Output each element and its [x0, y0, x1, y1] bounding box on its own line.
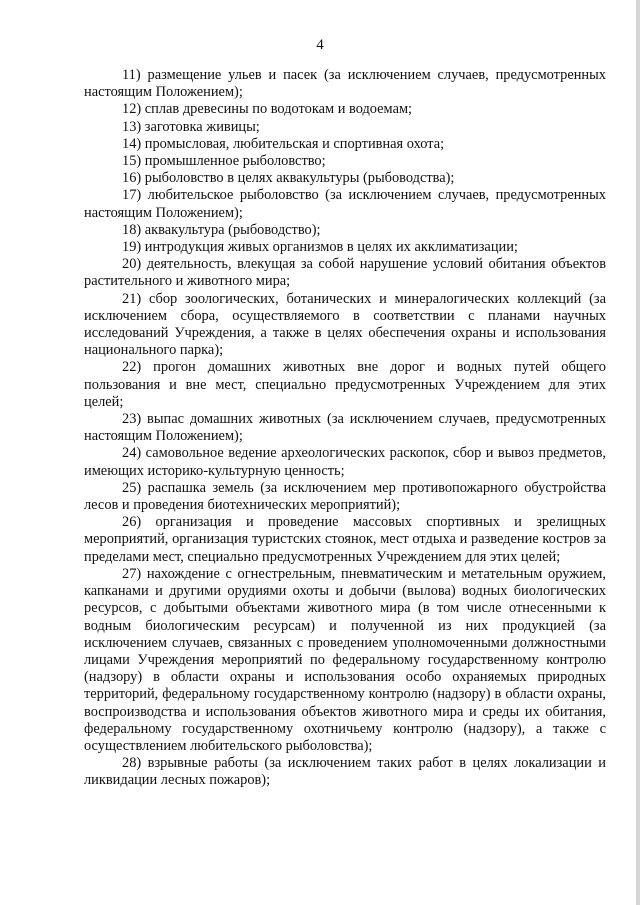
list-item-11: 11) размещение ульев и пасек (за исключением случаев, предусмотренных настоящим Положением);: [84, 67, 606, 101]
list-item-19: 19) интродукция живых организмов в целях их акклиматизации;: [122, 239, 518, 256]
list-item-20: 20) деятельность, влекущая за собой нарушение условий обитания объектов растительного и животного мира;: [84, 256, 606, 290]
list-item-14: 14) промысловая, любительская и спортивная охота;: [122, 135, 445, 152]
list-item-28: 28) взрывные работы (за исключением таких работ в целях локализации и ликвидации лесных пожаров);: [84, 755, 606, 789]
list-item-12: 12) сплав древесины по водотокам и водоемам;: [122, 101, 413, 118]
list-item-13: 13) заготовка живицы;: [122, 118, 260, 135]
list-item-17: 17) любительское рыболовство (за исключением случаев, предусмотренных настоящим Положением);: [84, 187, 606, 221]
list-item-15: 15) промышленное рыболовство;: [122, 153, 326, 170]
list-item-27: 27) нахождение с огнестрельным, пневматическим и метательным оружием, капканами и другими орудиями охоты и добычи (вылова) водных биологических ресурсов, с добытыми объектами животного мира (в том числе отнесенными к водным биологическим ресурсам) и полученной из них продукцией (за исключением случаев, связанных с проведением уполномоченными должностными лицами Учреждения мероприятий по федеральному государственному контролю (надзору) в области охраны и использования особо охраняемых природных территорий, федеральному государственному контролю (надзору) в области охраны, воспроизводства и использования объектов животного мира и среды их обитания, федеральному государственному охотничьему контролю (надзору), а также с осуществлением любительского рыболовства);: [84, 565, 606, 754]
list-item-18: 18) аквакультура (рыбоводство);: [122, 221, 321, 238]
prohibited-activities-list: [84, 67, 606, 790]
page-number: 4: [316, 37, 324, 53]
list-item-26: 26) организация и проведение массовых спортивных и зрелищных мероприятий, организация туристских стоянок, мест отдыха и разведение костров за пределами мест, специально предусмотренных Учреждением для этих целей;: [84, 514, 606, 565]
list-item-23: 23) выпас домашних животных (за исключением случаев, предусмотренных настоящим Положением);: [84, 411, 606, 445]
list-item-21: 21) сбор зоологических, ботанических и минералогических коллекций (за исключением сбора, осуществляемого в соответствии с планами научных исследований Учреждения, а также в целях обеспечения охраны и использования национального парка);: [84, 290, 606, 359]
scan-edge-shadow: [636, 0, 640, 905]
list-item-24: 24) самовольное ведение археологических раскопок, сбор и вывоз предметов, имеющих историко-культурную ценность;: [84, 445, 606, 479]
list-item-25: 25) распашка земель (за исключением мер противопожарного обустройства лесов и проведения биотехнических мероприятий);: [84, 479, 606, 514]
list-item-22: 22) прогон домашних животных вне дорог и водных путей общего пользования и вне мест, специально предусмотренных Учреждением для этих целей;: [84, 359, 606, 410]
list-item-16: 16) рыболовство в целях аквакультуры (рыбоводства);: [122, 170, 455, 187]
